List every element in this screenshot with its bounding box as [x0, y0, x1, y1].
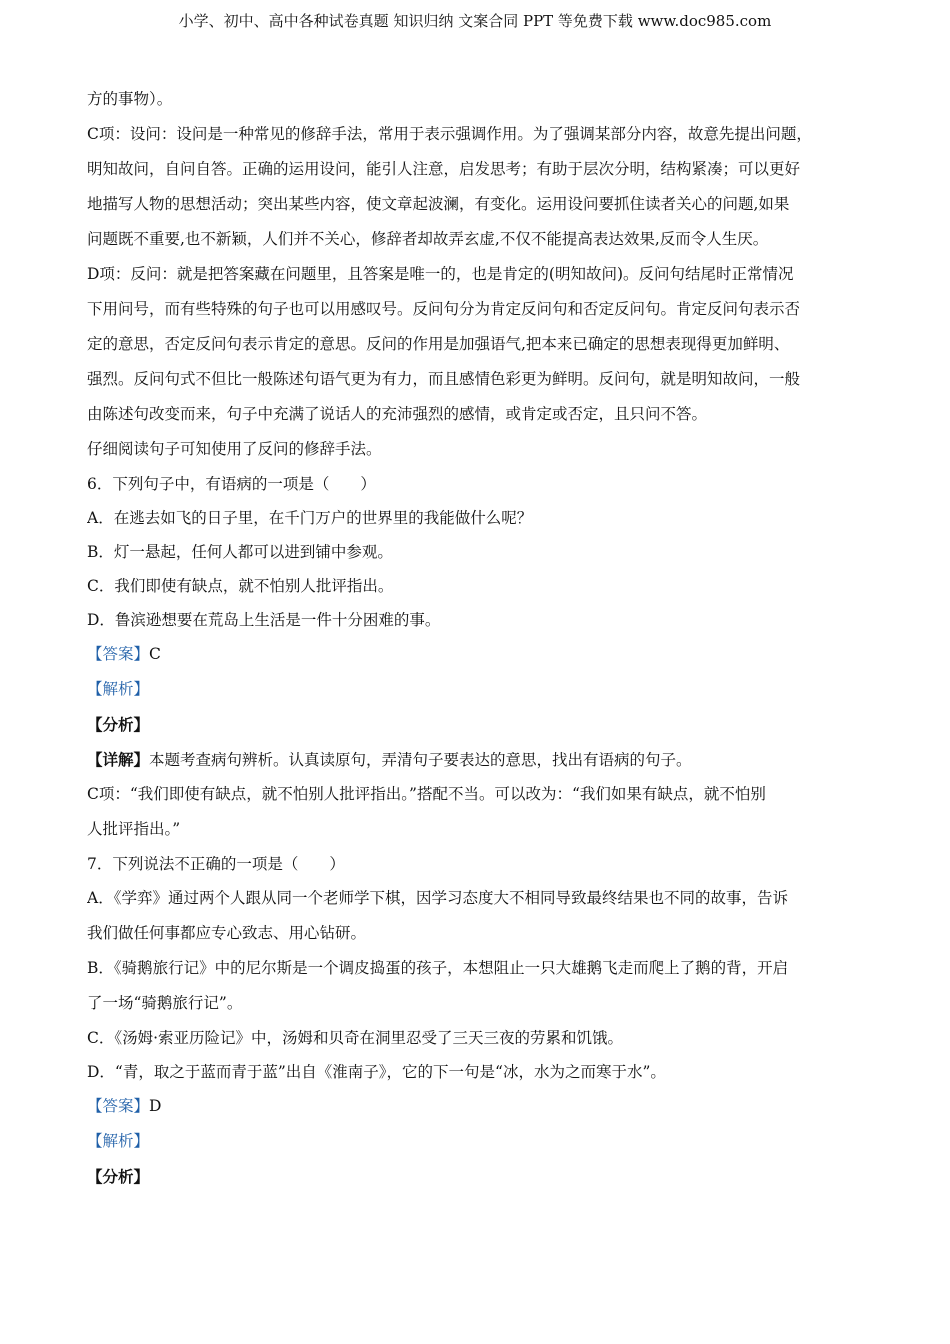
section-tag: 【答案】	[87, 645, 150, 663]
section-tag: 【解析】	[87, 1132, 150, 1150]
page-header: 小学、初中、高中各种试卷真题 知识归纳 文案合同 PPT 等免费下载 www.doc985.com	[178, 12, 772, 30]
text-line: 了一场“骑鹅旅行记”。	[87, 994, 243, 1012]
question-line: 6．下列句子中，有语病的一项是（ ）	[87, 475, 376, 493]
section-text: D	[149, 1097, 162, 1115]
text-line: 仔细阅读句子可知使用了反问的修辞手法。	[87, 440, 382, 458]
text-line: B．《骑鹅旅行记》中的尼尔斯是一个调皮捣蛋的孩子，本想阻止一只大雄鹅飞走而爬上了鹅的背，开启	[87, 959, 789, 977]
text-line: 由陈述句改变而来，句子中充满了说话人的充沛强烈的感情，或肯定或否定，且只问不答。	[87, 405, 708, 423]
text-line: 问题既不重要,也不新颖，人们并不关心，修辞者却故弄玄虚,不仅不能提高表达效果,反而令人生厌。	[87, 230, 769, 248]
text-line: C项：设问：设问是一种常见的修辞手法，常用于表示强调作用。为了强调某部分内容，故意先提出问题，	[87, 125, 812, 143]
text-line: A．《学弈》通过两个人跟从同一个老师学下棋，因学习态度大不相同导致最终结果也不同的故事，告诉	[87, 889, 788, 907]
text-line: 我们做任何事都应专心致志、用心钻研。	[87, 924, 367, 942]
labeled-line	[87, 1159, 863, 1194]
document-body	[87, 82, 863, 1194]
text-line: 方的事物）。	[87, 90, 173, 108]
labeled-line	[87, 742, 863, 777]
text-line: D项：反问：就是把答案藏在问题里，且答案是唯一的，也是肯定的(明知故问)。反问句结尾时正常情况	[87, 265, 794, 283]
question-line: C．我们即使有缺点，就不怕别人批评指出。	[87, 577, 394, 595]
section-tag: 【解析】	[87, 680, 150, 698]
text-line: 明知故问，自问自答。正确的运用设问，能引人注意，启发思考；有助于层次分明，结构紧凑；可以更好	[87, 160, 801, 178]
question-line: 7．下列说法不正确的一项是（ ）	[87, 855, 345, 873]
labeled-line	[87, 1089, 863, 1124]
section-tag: 【详解】	[87, 750, 150, 769]
text-line: C项：“我们即使有缺点，就不怕别人批评指出。”搭配不当。可以改为：“我们如果有缺点，就不怕别	[87, 785, 766, 803]
text-line: 定的意思，否定反问句表示肯定的意思。反问的作用是加强语气,把本来已确定的思想表现得更加鲜明、	[87, 335, 790, 353]
section-text: 本题考查病句辨析。认真读原句，弄清句子要表达的意思，找出有语病的句子。	[149, 751, 692, 769]
labeled-line	[87, 707, 863, 742]
labeled-line	[87, 637, 863, 672]
text-line: 下用问号，而有些特殊的句子也可以用感叹号。反问句分为肯定反问句和否定反问句。肯定反问句表示否	[87, 300, 801, 318]
question-line: D．“青，取之于蓝而青于蓝”出自《淮南子》，它的下一句是“冰，水为之而寒于水”。	[87, 1063, 666, 1081]
text-line: 地描写人物的思想活动；突出某些内容，使文章起波澜，有变化。运用设问要抓住读者关心的问题,如果	[87, 195, 790, 213]
question-line: D．鲁滨逊想要在荒岛上生活是一件十分困难的事。	[87, 611, 441, 629]
question-line: B．灯一悬起，任何人都可以进到铺中参观。	[87, 543, 393, 561]
text-line: 人批评指出。”	[87, 820, 181, 838]
section-tag: 【分析】	[87, 1167, 150, 1186]
section-tag: 【分析】	[87, 715, 150, 734]
labeled-line	[87, 1124, 863, 1159]
question-line: A．在逃去如飞的日子里，在千门万户的世界里的我能做什么呢？	[87, 509, 533, 527]
section-tag: 【答案】	[87, 1097, 150, 1115]
labeled-line	[87, 672, 863, 707]
text-line: 强烈。反问句式不但比一般陈述句语气更为有力，而且感情色彩更为鲜明。反问句，就是明知故问，一般	[87, 370, 801, 388]
question-line: C．《汤姆·索亚历险记》中，汤姆和贝奇在洞里忍受了三天三夜的劳累和饥饿。	[87, 1029, 624, 1047]
section-text: C	[149, 645, 161, 663]
